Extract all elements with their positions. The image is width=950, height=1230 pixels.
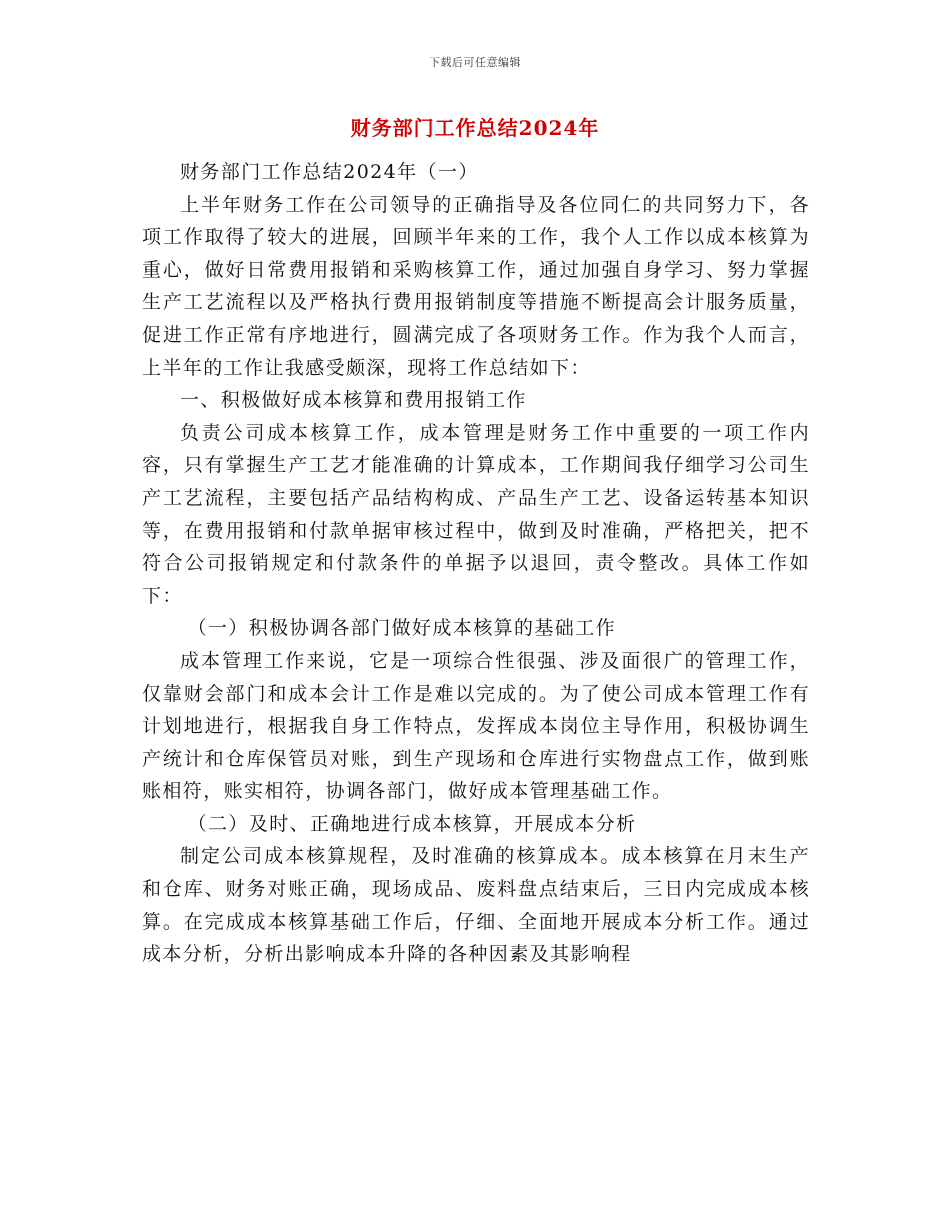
header-note: 下载后可任意编辑 bbox=[429, 56, 521, 69]
section-heading: 财务部门工作总结2024年（一） bbox=[180, 161, 479, 183]
section-heading: 一、积极做好成本核算和费用报销工作 bbox=[180, 389, 527, 412]
subsection-heading: （二）及时、正确地进行成本核算，开展成本分析 bbox=[187, 812, 637, 835]
document-body bbox=[142, 156, 810, 971]
paragraph: 负责公司成本核算工作，成本管理是财务工作中重要的一项工作内容，只有掌握生产工艺才能准确的计算成本，工作期间我仔细学习公司生产工艺流程，主要包括产品结构构成、产品生产工艺、设备运转基本知识等，在费用报销和付款单据审核过程中，做到及时准确，严格把关，把不符合公司报销规定和付款条件的单据予以退回，责令整改。具体工作如下： bbox=[142, 421, 810, 607]
paragraph: 制定公司成本核算规程，及时准确的核算成本。成本核算在月末生产和仓库、财务对账正确，现场成品、废料盘点结束后，三日内完成成本核算。在完成成本核算基础工作后，仔细、全面地开展成本分析工作。通过成本分析，分析出影响成本升降的各种因素及其影响程 bbox=[142, 845, 810, 966]
paragraph: 成本管理工作来说，它是一项综合性很强、涉及面很广的管理工作，仅靠财会部门和成本会计工作是难以完成的。为了使公司成本管理工作有计划地进行，根据我自身工作特点，发挥成本岗位主导作用，积极协调生产统计和仓库保管员对账，到生产现场和仓库进行实物盘点工作，做到账账相符，账实相符，协调各部门，做好成本管理基础工作。 bbox=[142, 649, 810, 803]
document-title: 财务部门工作总结2024年 bbox=[350, 116, 600, 140]
subsection-heading: （一）积极协调各部门做好成本核算的基础工作 bbox=[187, 617, 616, 640]
paragraph: 上半年财务工作在公司领导的正确指导及各位同仁的共同努力下，各项工作取得了较大的进展，回顾半年来的工作，我个人工作以成本核算为重心，做好日常费用报销和采购核算工作，通过加强自身学习、努力掌握生产工艺流程以及严格执行费用报销制度等措施不断提高会计服务质量，促进工作正常有序地进行，圆满完成了各项财务工作。作为我个人而言，上半年的工作让我感受颇深，现将工作总结如下： bbox=[142, 193, 810, 379]
